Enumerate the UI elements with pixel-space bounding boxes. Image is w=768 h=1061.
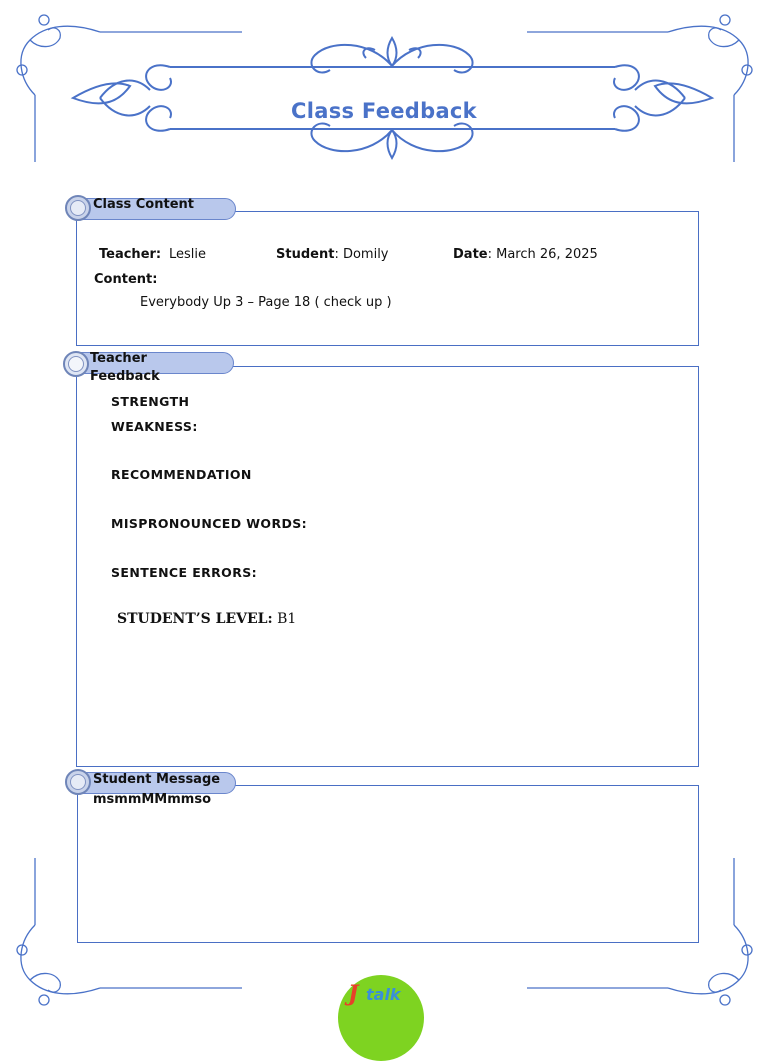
logo-text: talk: [366, 985, 401, 1004]
date-label: Date: [453, 247, 488, 262]
sentence-errors-label: SENTENCE ERRORS:: [111, 565, 258, 580]
content-label: Content:: [94, 272, 158, 287]
content-value: Everybody Up 3 – Page 18 ( check up ): [140, 295, 392, 310]
student-message-heading-overflow: msmmMMmmso: [93, 792, 212, 807]
weakness-label: WEAKNESS:: [111, 419, 198, 434]
magnifier-icon: [65, 769, 91, 795]
teacher-field: [99, 247, 161, 263]
student-field: [276, 247, 389, 263]
teacher-label: Teacher:: [99, 247, 162, 262]
teacher-feedback-heading-overflow: Feedback: [90, 369, 160, 384]
page-title: Class Feedback: [291, 99, 477, 123]
teacher-feedback-heading: Teacher: [90, 351, 147, 366]
student-level-value: B1: [277, 611, 297, 627]
class-content-heading: Class Content: [93, 197, 194, 212]
student-level-label: STUDENT’S LEVEL:: [117, 611, 273, 627]
strength-label: STRENGTH: [111, 394, 190, 409]
teacher-value: Leslie: [169, 247, 207, 262]
jtalk-logo: [338, 975, 424, 1061]
class-content-box: [76, 211, 699, 346]
teacher-avatar-icon: [63, 351, 89, 377]
student-message-box: [77, 785, 699, 943]
date-value: : March 26, 2025: [487, 247, 598, 262]
student-message-heading: Student Message: [93, 772, 221, 787]
date-field: [453, 247, 598, 263]
magnifier-icon: [65, 195, 91, 221]
student-level-field: [117, 611, 296, 627]
teacher-feedback-heading-overflow-clip: [90, 369, 170, 384]
student-label: Student: [276, 247, 335, 262]
student-value: : Domily: [334, 247, 389, 262]
logo-letter: J: [348, 981, 359, 1007]
student-message-overflow-clip: [93, 792, 223, 807]
mispronounced-words-label: MISPRONOUNCED WORDS:: [111, 516, 308, 531]
recommendation-label: RECOMMENDATION: [111, 467, 252, 482]
